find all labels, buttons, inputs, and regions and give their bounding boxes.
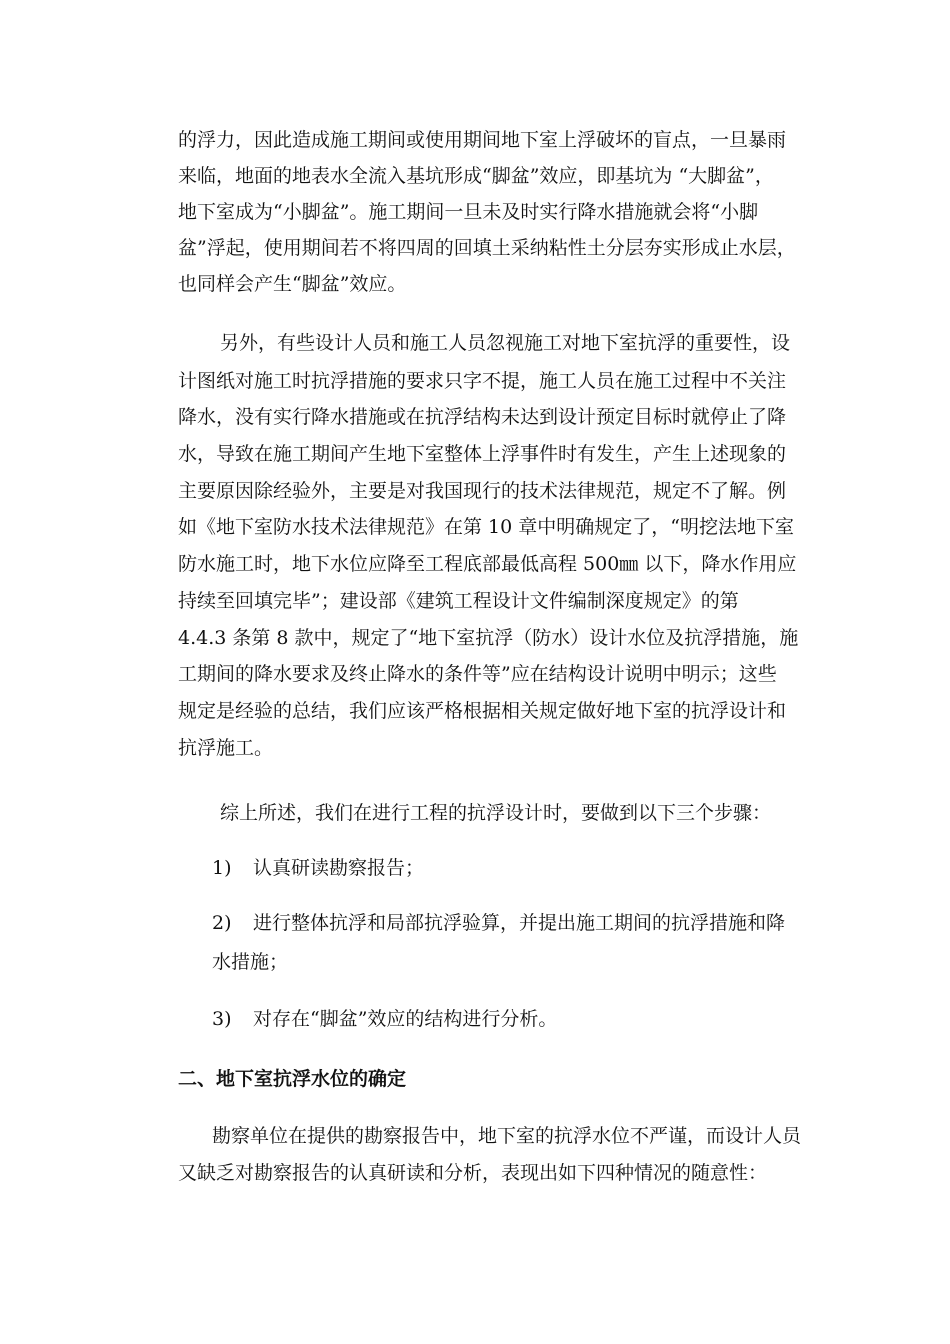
text-line: 计图纸对施工时抗浮措施的要求只字不提，施工人员在施工过程中不关注 [178, 370, 787, 392]
text-line: 4.4.3 条第 8 款中，规定了“地下室抗浮（防水）设计水位及抗浮措施，施 [178, 627, 799, 649]
step-text: 水措施； [212, 951, 289, 973]
step-text: 进行整体抗浮和局部抗浮验算，并提出施工期间的抗浮措施和降 [253, 912, 786, 934]
section-heading: 二、地下室抗浮水位的确定 [178, 1068, 407, 1090]
summary-line: 综上所述，我们在进行工程的抗浮设计时，要做到以下三个步骤： [220, 802, 772, 824]
step-text: 认真研读勘察报告； [253, 857, 425, 879]
text-line: 防水施工时，地下水位应降至工程底部最低高程 500㎜ 以下，降水作用应 [178, 553, 797, 575]
text-line: 持续至回填完毕”；建设部《建筑工程设计文件编制深度规定》的第 [178, 590, 739, 612]
step-number: 3) [212, 1008, 232, 1030]
text-line: 降水，没有实行降水措施或在抗浮结构未达到设计预定目标时就停止了降 [178, 406, 787, 428]
text-line: 盆”浮起，使用期间若不将四周的回填土采纳粘性土分层夯实形成止水层， [178, 237, 796, 259]
text-line: 主要原因除经验外，主要是对我国现行的技术法律规范，规定不了解。例 [178, 480, 787, 502]
text-line: 如《地下室防水技术法律规范》在第 10 章中明确规定了，“明挖法地下室 [178, 516, 794, 538]
text-line: 的浮力，因此造成施工期间或使用期间地下室上浮破坏的盲点，一旦暴雨 [178, 129, 787, 151]
text-line: 抗浮施工。 [178, 737, 274, 759]
text-line: 又缺乏对勘察报告的认真研读和分析，表现出如下四种情况的随意性： [178, 1162, 768, 1184]
text-line: 工期间的降水要求及终止降水的条件等”应在结构设计说明中明示；这些 [178, 663, 777, 685]
step-number: 2) [212, 912, 232, 934]
text-line: 水，导致在施工期间产生地下室整体上浮事件时有发生，产生上述现象的 [178, 443, 787, 465]
text-line: 来临，地面的地表水全流入基坑形成“脚盆”效应，即基坑为 “大脚盆”， [178, 165, 774, 187]
text-line: 规定是经验的总结，我们应该严格根据相关规定做好地下室的抗浮设计和 [178, 700, 787, 722]
text-line: 也同样会产生“脚盆”效应。 [178, 273, 407, 295]
step-text: 对存在“脚盆”效应的结构进行分析。 [253, 1008, 558, 1030]
step-number: 1) [212, 857, 232, 879]
text-line: 地下室成为“小脚盆”。施工期间一旦未及时实行降水措施就会将“小脚 [178, 201, 759, 223]
text-line: 勘察单位在提供的勘察报告中，地下室的抗浮水位不严谨，而设计人员 [212, 1125, 802, 1147]
text-line: 另外，有些设计人员和施工人员忽视施工对地下室抗浮的重要性，设 [220, 332, 791, 354]
